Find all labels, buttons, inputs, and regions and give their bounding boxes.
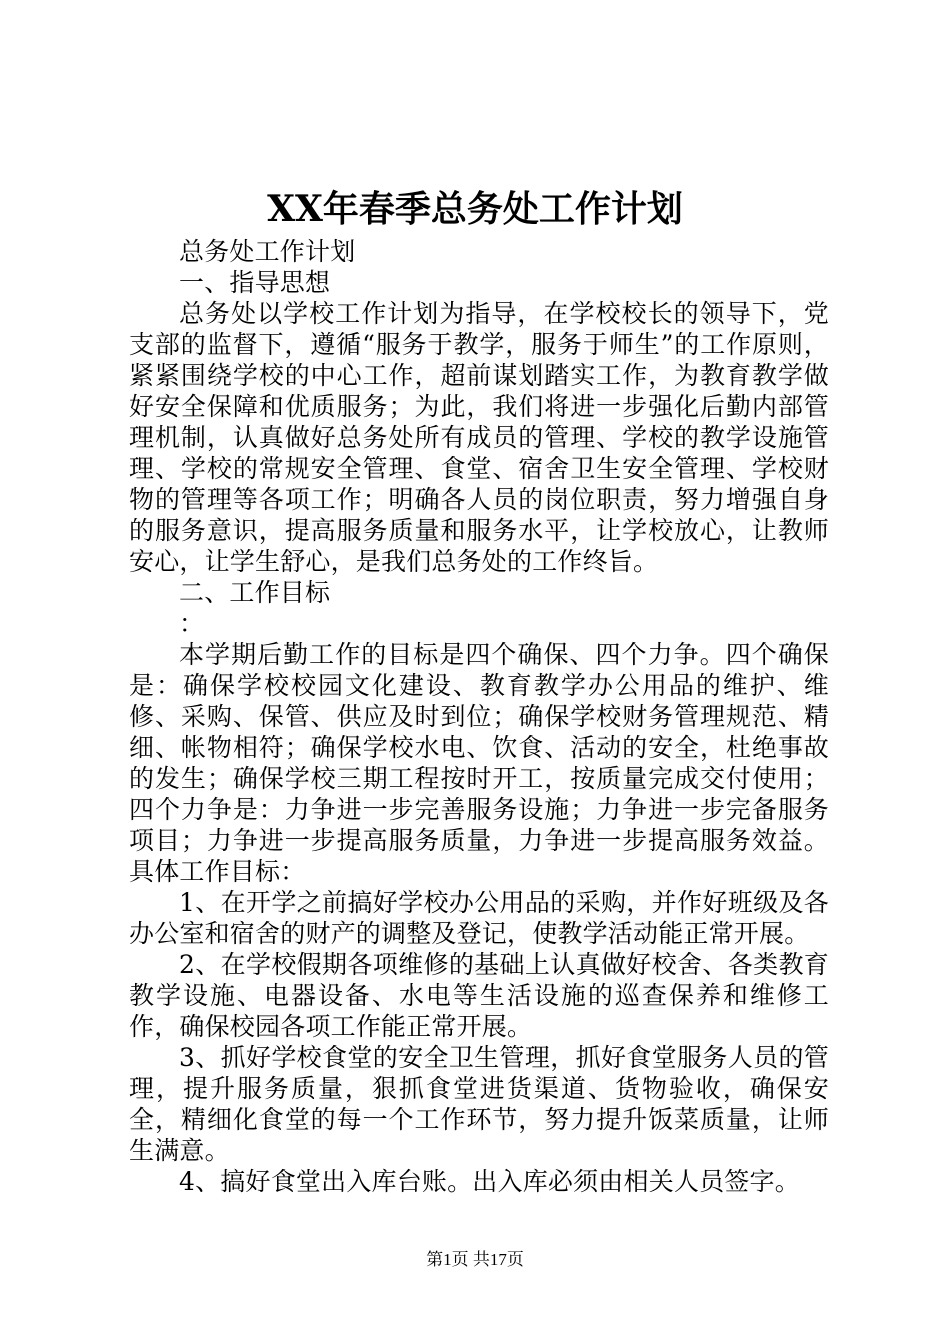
paragraph: 总务处工作计划 xyxy=(179,237,356,266)
paragraph: ： xyxy=(179,609,205,638)
section-heading: 一、指导思想 xyxy=(179,268,331,297)
document-title: XX年春季总务处工作计划 xyxy=(267,188,683,230)
list-item: 2、在学校假期各项维修的基础上认真做好校舍、各类教育教学设施、电器设备、水电等生活设施的巡查保养和维修工作，确保校园各项工作能正常开展。 xyxy=(129,950,829,1041)
paragraph: 总务处以学校工作计划为指导，在学校校长的领导下，党支部的监督下，遵循“服务于教学，服务于师生”的工作原则，紧紧围绕学校的中心工作，超前谋划踏实工作，为教育教学做好安全保障和优质服务；为此，我们将进一步强化后勤内部管理机制，认真做好总务处所有成员的管理、学校的教学设施管理、学校的常规安全管理、食堂、宿舍卫生安全管理、学校财物的管理等各项工作；明确各人员的岗位职责，努力增强自身的服务意识，提高服务质量和服务水平，让学校放心，让教师安心，让学生舒心，是我们总务处的工作终旨。 xyxy=(129,299,829,576)
page-footer: 第1页 共17页 xyxy=(426,1250,524,1269)
list-item: 3、抓好学校食堂的安全卫生管理，抓好食堂服务人员的管理，提升服务质量，狠抓食堂进货渠道、货物验收，确保安全，精细化食堂的每一个工作环节，努力提升饭菜质量，让师生满意。 xyxy=(129,1043,829,1165)
list-item: 4、搞好食堂出入库台账。出入库必须由相关人员签字。 xyxy=(179,1167,800,1196)
section-heading: 二、工作目标 xyxy=(179,578,331,607)
paragraph: 本学期后勤工作的目标是四个确保、四个力争。四个确保是：确保学校校园文化建设、教育教学办公用品的维护、维修、采购、保管、供应及时到位；确保学校财务管理规范、精细、帐物相符；确保学校水电、饮食、活动的安全，杜绝事故的发生；确保学校三期工程按时开工，按质量完成交付使用；四个力争是：力争进一步完善服务设施；力争进一步完备服务项目；力争进一步提高服务质量，力争进一步提高服务效益。具体工作目标： xyxy=(129,640,829,886)
document-body xyxy=(129,236,829,1197)
list-item: 1、在开学之前搞好学校办公用品的采购，并作好班级及各办公室和宿舍的财产的调整及登记，使教学活动能正常开展。 xyxy=(129,888,829,948)
